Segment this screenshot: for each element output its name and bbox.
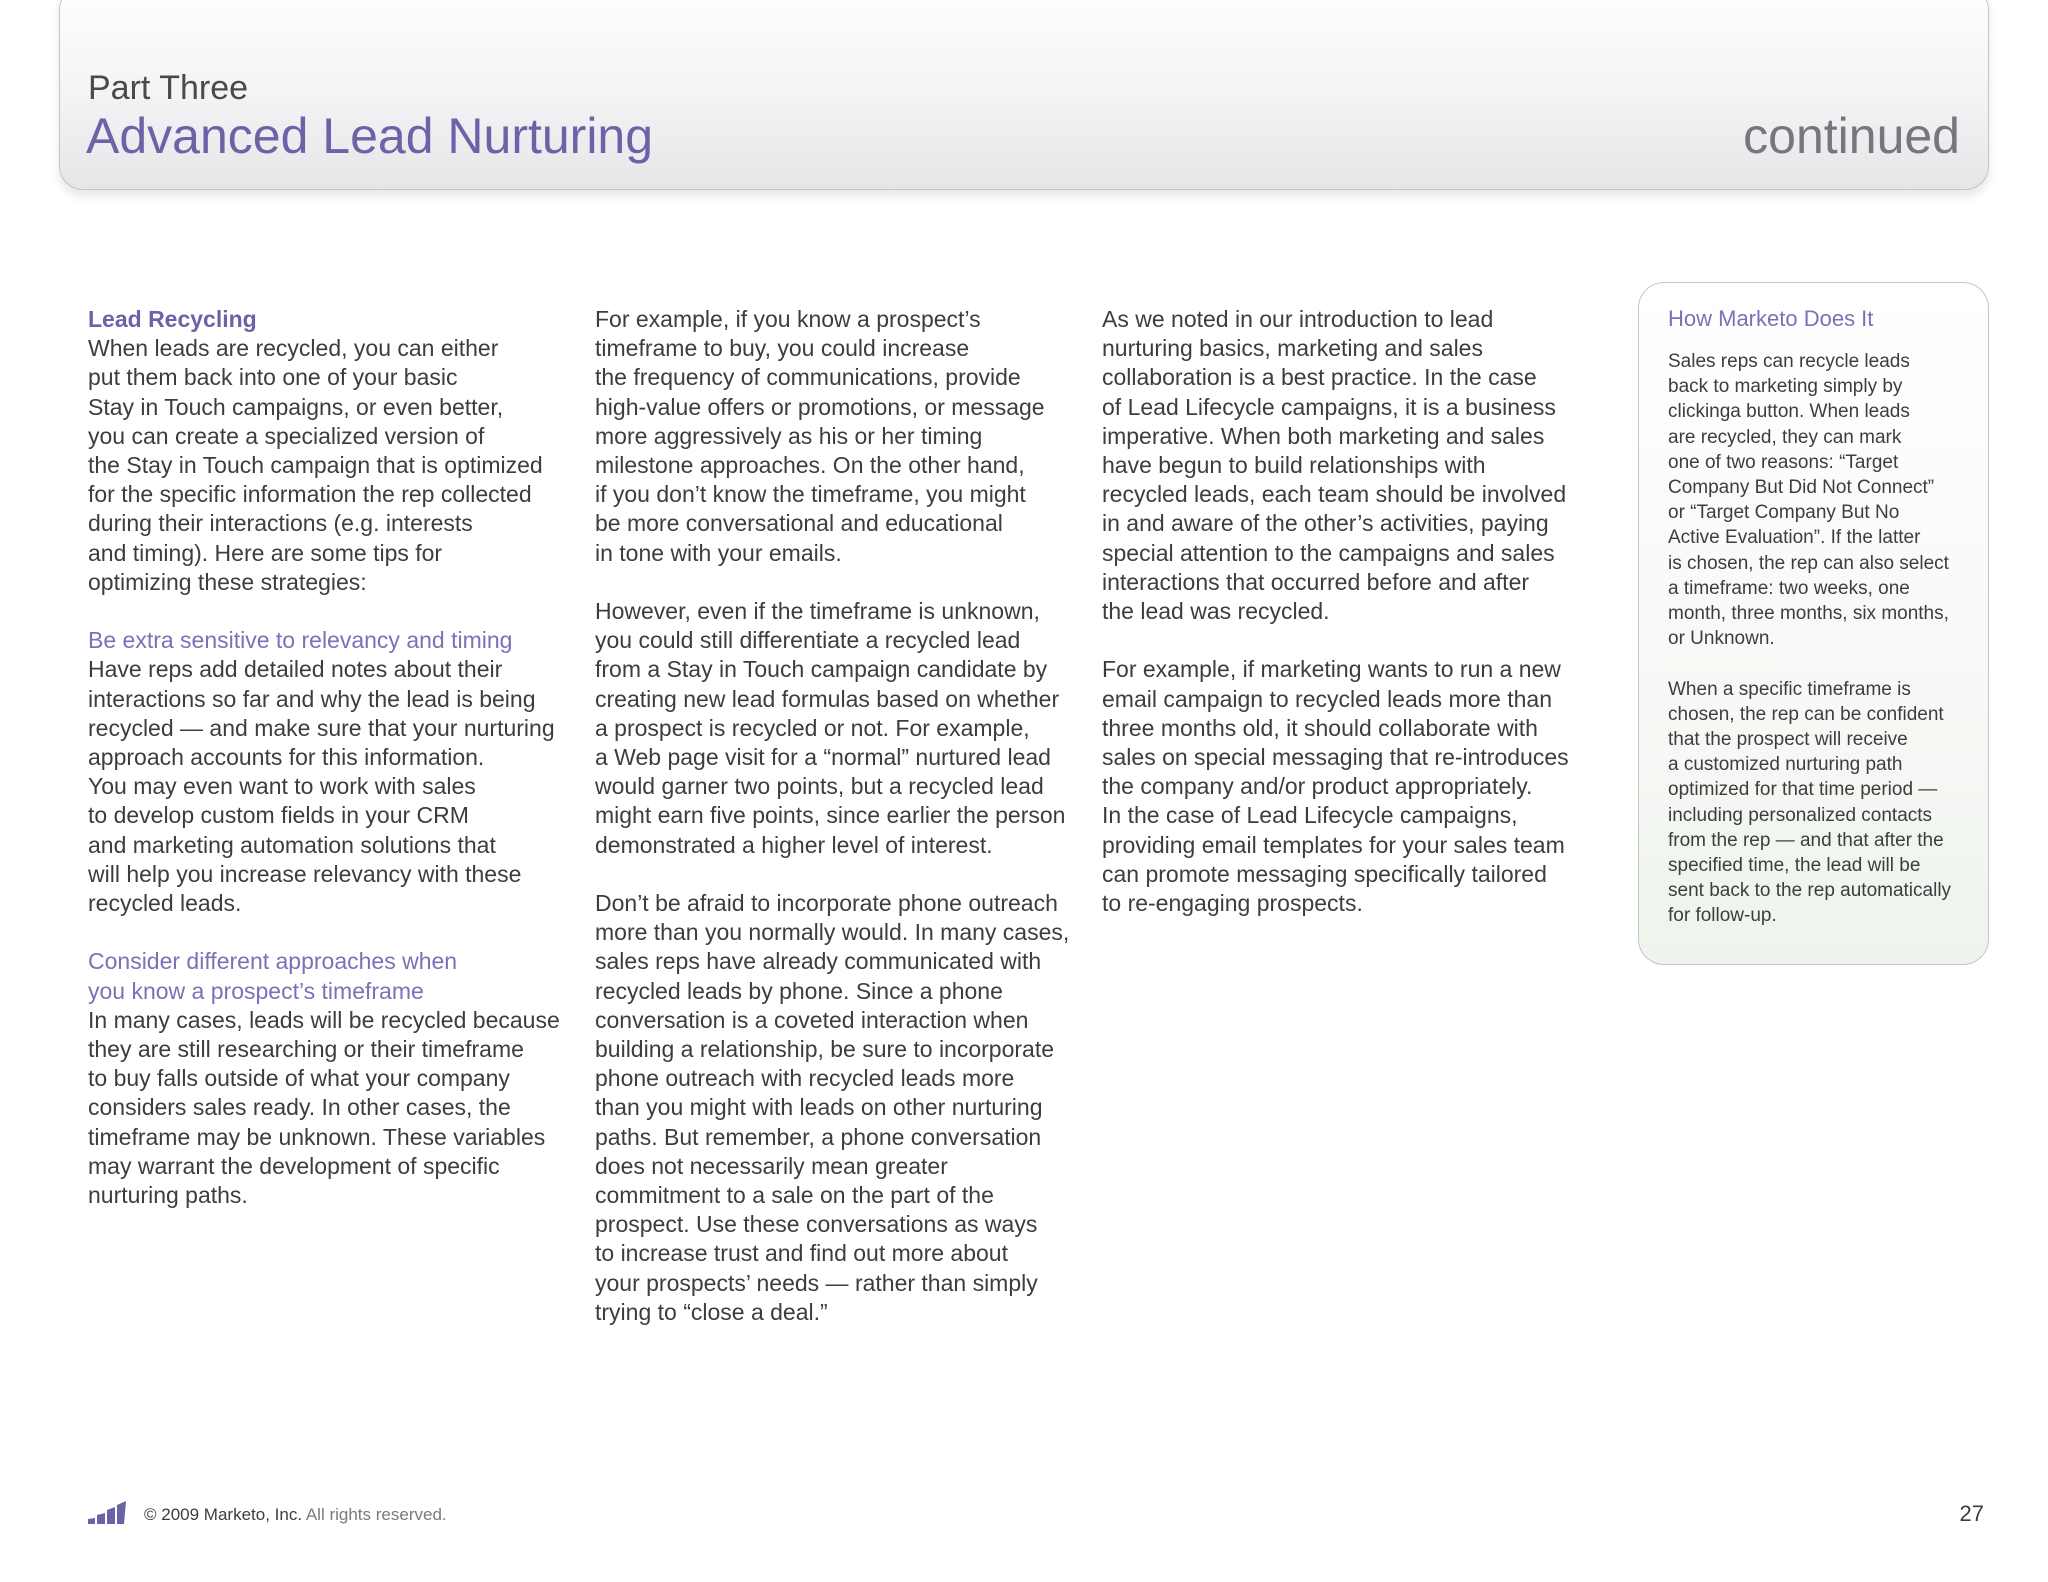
paragraph-spacer — [1102, 626, 1592, 655]
paragraph-spacer — [1668, 651, 1966, 676]
tip-timeframe-body: In many cases, leads will be recycled because they are still researching or their timeframe to buy falls outside of what your company considers sales ready. In other cases, the timeframe may be unknown. These variables may warrant the development of specific nurturing paths. — [88, 1006, 560, 1209]
lead-formula-paragraph: However, even if the timeframe is unknown, you could still differentiate a recycled lead from a Stay in Touch campaign candidate by creating new lead formulas based on whether a prospect is recycled or not. For example, a Web page visit for a “normal” nurtured lead would garner two points, but a recycled lead might earn five points, since earlier the person demonstrated a higher level of interest. — [595, 598, 1066, 858]
collaboration-paragraph: As we noted in our introduction to lead nurturing basics, marketing and sales collaboration is a best practice. In the case of Lead Lifecycle campaigns, it is a business imperative. When both marketing and sales have begun to build relationships with recycled leads, each team should be involved in and aware of the other’s activities, paying special attention to the campaigns and sales interactions that occurred before and after the lead was recycled. — [1102, 306, 1567, 625]
how-marketo-does-it-sidebar — [1638, 282, 1989, 965]
column-3 — [1102, 305, 1592, 918]
paragraph-spacer — [595, 568, 1085, 597]
paragraph-spacer — [88, 918, 578, 947]
phone-outreach-paragraph: Don’t be afraid to incorporate phone outreach more than you normally would. In many cases, sales reps have already communicated with recycled leads by phone. Since a phone conversation is a coveted interaction when building a relationship, be sure to incorporate phone outreach with recycled leads more than you might with leads on other nurturing paths. But remember, a phone conversation does not necessarily mean greater commitment to a sale on the part of the prospect. Use these conversations as ways to increase trust and find out more about your prospects’ needs — rather than simply trying to “close a deal.” — [595, 890, 1070, 1325]
sidebar-title: How Marketo Does It — [1668, 306, 1874, 331]
copyright-notice — [144, 1504, 447, 1526]
lead-recycling-intro: When leads are recycled, you can either put them back into one of your basic Stay in Touch campaigns, or even better, you can create a specialized version of the Stay in Touch campaign that is optimized for the specific information the rep collected during their interactions (e.g. interests and timing). Here are some tips for optimizing these strategies: — [88, 335, 543, 595]
page-number: 27 — [1959, 1501, 1984, 1526]
column-2 — [595, 305, 1085, 1327]
paragraph-spacer — [88, 597, 578, 626]
copyright-text: © 2009 Marketo, Inc. — [144, 1505, 303, 1524]
marketo-logo-icon — [88, 1500, 128, 1526]
email-campaign-paragraph: For example, if marketing wants to run a new email campaign to recycled leads more than three months old, it should collaborate with sales on special messaging that re-introduces the company and/or product appropriately. In the case of Lead Lifecycle campaigns, providing email templates for your sales team can promote messaging specifically tailored to re-engaging prospects. — [1102, 656, 1569, 917]
rights-text: All rights reserved. — [305, 1505, 447, 1524]
sidebar-paragraph-1: Sales reps can recycle leads back to marketing simply by clickinga button. When leads are recycled, they can mark one of two reasons: “Target Company But Did Not Connect” or “Target Company But No Active Evaluation”. If the latter is chosen, the rep can also select a timeframe: two weeks, one month, three months, six months, or Unknown. — [1668, 351, 1949, 650]
continued-label: continued — [1743, 108, 1960, 164]
paragraph-spacer — [595, 860, 1085, 889]
tip-timeframe-heading: Consider different approaches when you know a prospect’s timeframe — [88, 948, 458, 1004]
timeframe-example-paragraph: For example, if you know a prospect’s timeframe to buy, you could increase the frequency of communications, provide high-value offers or promotions, or message more aggressively as his or her timing milestone approaches. On the other hand, if you don’t know the timeframe, you might be more conversational and educational in tone with your emails. — [595, 306, 1045, 566]
part-label: Part Three — [88, 69, 249, 107]
tip-relevancy-body: Have reps add detailed notes about their interactions so far and why the lead is being recycled — and make sure that your nurturing approach accounts for this information. You may even want to work with sales to develop custom fields in your CRM and marketing automation solutions that will help you increase relevancy with these recycled leads. — [88, 656, 555, 917]
lead-recycling-heading: Lead Recycling — [88, 306, 257, 332]
tip-relevancy-heading: Be extra sensitive to relevancy and timing — [88, 627, 513, 654]
column-1 — [88, 305, 578, 1210]
page-title: Advanced Lead Nurturing — [86, 108, 654, 164]
sidebar-paragraph-2: When a specific timeframe is chosen, the rep can be confident that the prospect will receive a customized nurturing path optimized for that time period — including personalized contacts from the rep — and that after the specified time, the lead will be sent back to the rep automatically for follow-up. — [1668, 678, 1952, 927]
